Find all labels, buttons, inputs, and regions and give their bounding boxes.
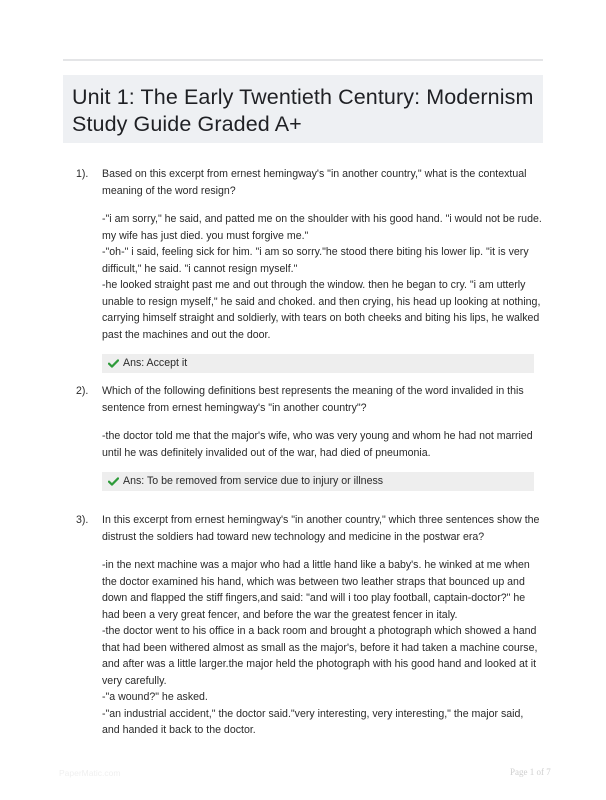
question-number: 3). bbox=[76, 514, 89, 526]
question-1 bbox=[63, 166, 543, 373]
question-text: Based on this excerpt from ernest hemingway's "in another country," what is the contextual meaning of the word resign? bbox=[102, 168, 527, 197]
question-number: 1). bbox=[76, 168, 89, 180]
question-text: In this excerpt from ernest hemingway's "in another country," which three sentences show the distrust the soldiers had toward new technology and medicine in the postwar era? bbox=[102, 514, 540, 543]
question-excerpt bbox=[102, 211, 542, 343]
title-banner bbox=[63, 75, 543, 143]
question-excerpt bbox=[102, 428, 542, 461]
answer-box bbox=[102, 354, 534, 373]
answer-text: Ans: To be removed from service due to injury or illness bbox=[123, 475, 384, 488]
question-2 bbox=[63, 383, 543, 491]
excerpt-line: -"oh-" i said, feeling sick for him. "i am so sorry."he stood there biting his lower lip. "it is very difficult," he said. "i cannot resign myself." bbox=[102, 246, 529, 275]
answer-box bbox=[102, 472, 534, 491]
excerpt-line: -"an industrial accident," the doctor said."very interesting, very interesting," the major said, and handed it back to the doctor. bbox=[102, 707, 524, 736]
check-icon bbox=[108, 477, 119, 486]
check-icon bbox=[108, 359, 119, 368]
excerpt-line: -"i am sorry," he said, and patted me on the shoulder with his good hand. "i would not be rude. my wife has just died. you must forgive me." bbox=[102, 213, 542, 242]
page-number: Page 1 of 7 bbox=[510, 767, 551, 777]
answer-text: Ans: Accept it bbox=[123, 357, 188, 370]
excerpt-line: -in the next machine was a major who had a little hand like a baby's. he winked at me when the doctor examined his hand, which was between two leather straps that bounced up and down and flapped the stiff fingers,and said: "and will i too play football, captain-doctor?" he had been a very great fencer, and before the war the greatest fencer in italy. bbox=[102, 559, 530, 621]
question-text: Which of the following definitions best represents the meaning of the word invalided in this sentence from ernest hemingway's "in another country"? bbox=[102, 385, 524, 414]
question-excerpt bbox=[102, 557, 542, 739]
question-number: 2). bbox=[76, 385, 89, 397]
excerpt-line: -he looked straight past me and out through the window. then he began to cry. "i am utterly unable to resign myself," he said and choked. and then crying, his head up looking at nothing, carrying himself straight and soldierly, with tears on both cheeks and biting his lips, he walked past the machines and out the door. bbox=[102, 279, 541, 341]
page-title: Unit 1: The Early Twentieth Century: Modernism Study Guide Graded A+ bbox=[72, 85, 534, 136]
excerpt-line: -"a wound?" he asked. bbox=[102, 691, 208, 703]
question-3 bbox=[63, 512, 543, 739]
footer-watermark: PaperMatic.com bbox=[59, 768, 121, 778]
excerpt-line: -the doctor told me that the major's wife, who was very young and whom he had not married until he was definitely invalided out of the war, had died of pneumonia. bbox=[102, 430, 533, 459]
excerpt-line: -the doctor went to his office in a back room and brought a photograph which showed a hand that had been withered almost as small as the major's, before it had taken a machine course, and after was a little larger.the major held the photograph with his good hand and looked at it very carefully. bbox=[102, 625, 538, 687]
top-divider bbox=[63, 59, 543, 61]
